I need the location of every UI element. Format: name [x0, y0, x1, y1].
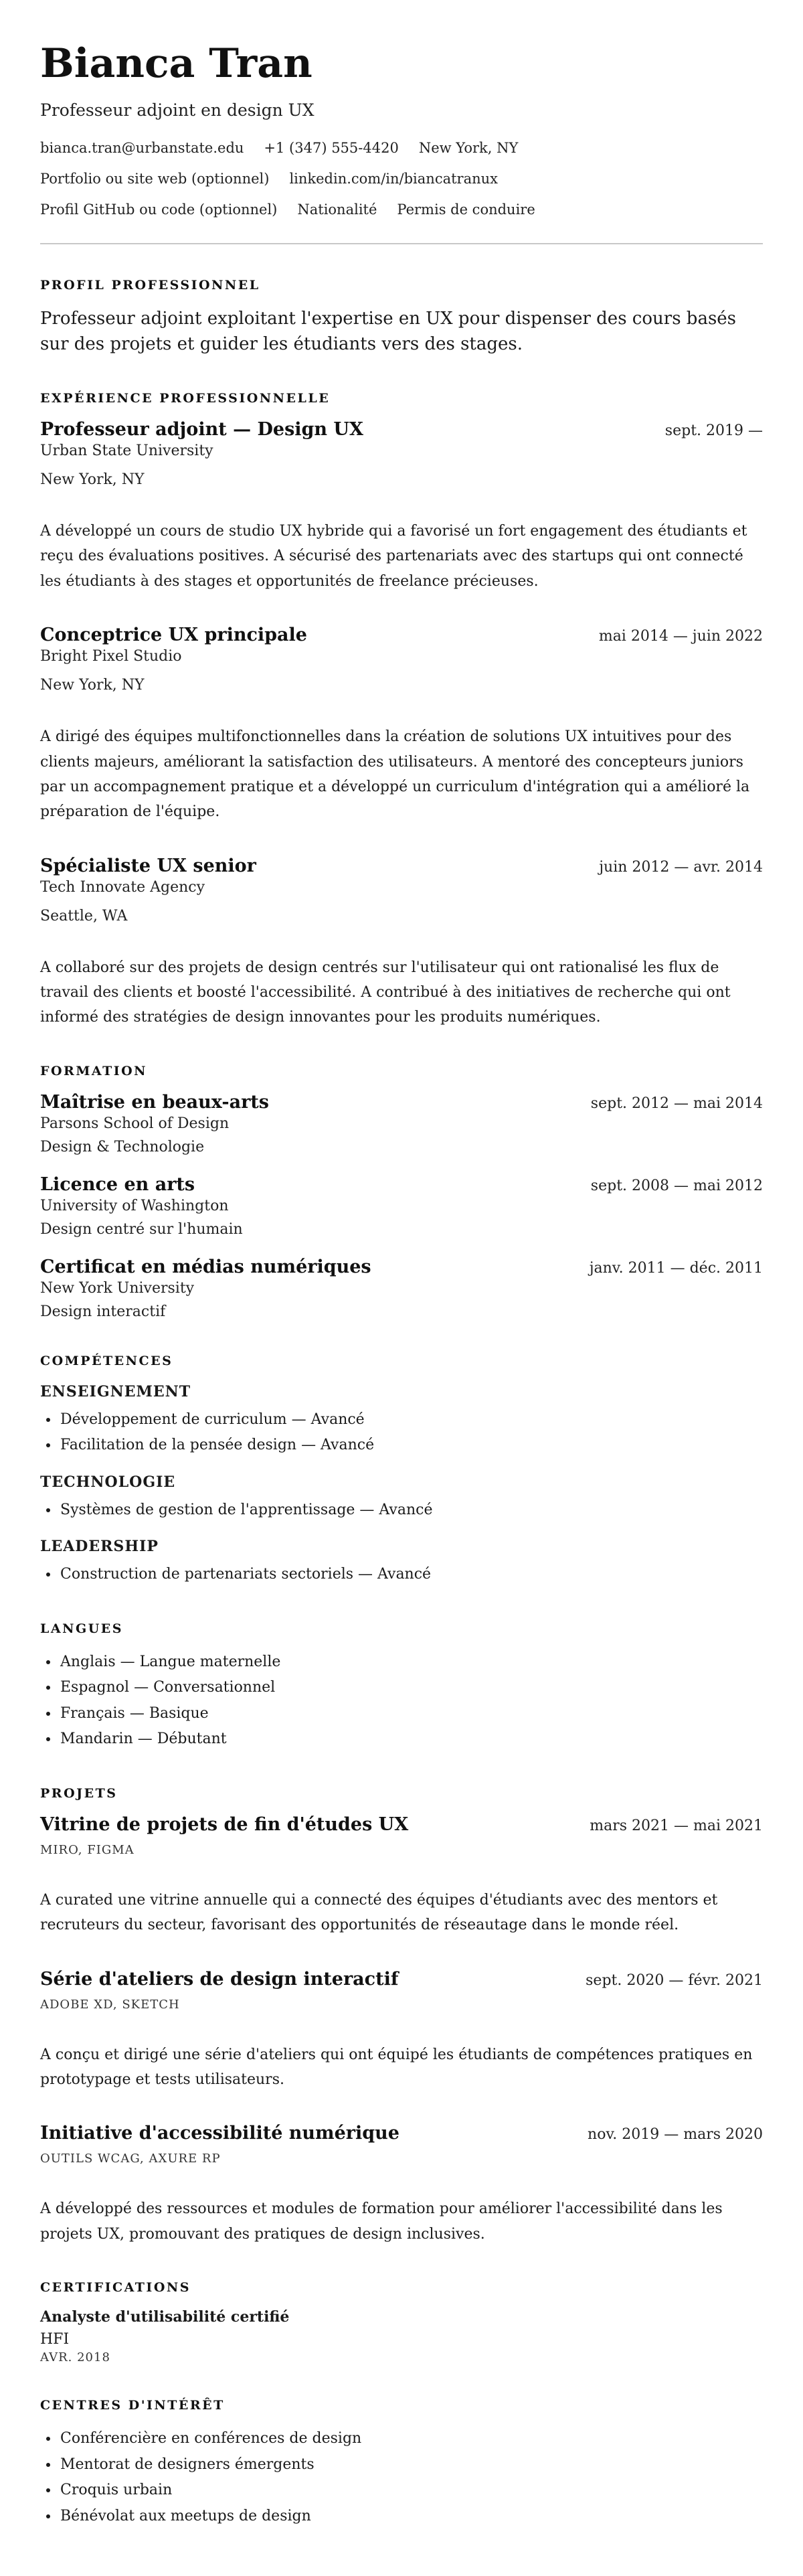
skills-section: [40, 1354, 763, 1588]
education-entry: [40, 1174, 763, 1238]
contact-row-1: [40, 140, 763, 156]
project-description: A conçu et dirigé une série d'ateliers qui ont équipé les étudiants de compétences pratiques en prototypage et tests utilisateurs.: [40, 2046, 753, 2089]
interest-item: • Conférencière en conférences de design: [59, 2426, 763, 2452]
email-link[interactable]: bianca.tran@urbanstate.edu: [40, 140, 244, 156]
experience-section: [40, 391, 763, 1030]
github-link[interactable]: Profil GitHub ou code (optionnel): [40, 202, 278, 218]
contact-row-3: [40, 202, 763, 218]
skill-item: • Systèmes de gestion de l'apprentissage — Avancé: [59, 1498, 763, 1524]
phone-number[interactable]: +1 (347) 555-4420: [264, 140, 399, 156]
skill-item: • Développement de curriculum — Avancé: [59, 1407, 763, 1433]
company-name: Tech Innovate Agency: [40, 878, 205, 896]
project-entry: [40, 2123, 763, 2247]
language-item: • Anglais — Langue maternelle: [59, 1649, 763, 1676]
company-name: Urban State University: [40, 442, 213, 459]
portfolio-link[interactable]: Portfolio ou site web (optionnel): [40, 171, 270, 187]
job-dates: sept. 2019 —: [664, 422, 763, 439]
project-dates: nov. 2019 — mars 2020: [588, 2126, 763, 2144]
candidate-headline: Professeur adjoint en design UX: [40, 100, 315, 120]
section-title: PROFIL PROFESSIONNEL: [40, 278, 260, 293]
degree-title: Licence en arts: [40, 1174, 195, 1195]
project-description: A développé des ressources et modules de formation pour améliorer l'accessibilité dans les projets UX, promouvant des pratiques de design inclusives.: [40, 2200, 723, 2243]
degree-dates: sept. 2012 — mai 2014: [590, 1095, 763, 1112]
language-item: • Espagnol — Conversationnel: [59, 1675, 763, 1701]
interest-item: • Croquis urbain: [59, 2478, 763, 2504]
education-entry: [40, 1092, 763, 1155]
certification-issuer: HFI: [40, 2331, 70, 2348]
section-title: LANGUES: [40, 1621, 123, 1636]
project-description: A curated une vitrine annuelle qui a connecté des équipes d'étudiants avec des mentors et recruteurs du secteur, favorisant des opportunités de réseautage dans le monde réel.: [40, 1891, 718, 1934]
field-of-study: Design interactif: [40, 1303, 166, 1320]
section-title: COMPÉTENCES: [40, 1353, 173, 1368]
job-description: A collaboré sur des projets de design centrés sur l'utilisateur qui ont rationalisé les flux de travail des clients et boosté l'accessibilité. A contribué à des initiatives de recherche qui ont informé des stratégies de design innovantes pour les produits numériques.: [40, 959, 731, 1026]
degree-dates: sept. 2008 — mai 2012: [590, 1177, 763, 1194]
field-of-study: Design centré sur l'humain: [40, 1220, 243, 1238]
candidate-name: Bianca Tran: [40, 40, 313, 87]
section-title: EXPÉRIENCE PROFESSIONNELLE: [40, 390, 331, 406]
experience-entry: [40, 856, 763, 1030]
language-list: [40, 1649, 763, 1753]
experience-entry: [40, 625, 763, 825]
resume-page: [40, 0, 763, 2556]
certifications-section: [40, 2280, 763, 2364]
job-description: A dirigé des équipes multifonctionnelles dans la création de solutions UX intuitives pour des clients majeurs, améliorant la satisfaction des utilisateurs. A mentoré des concepteurs juniors par un accompagnement pratique et a développé un curriculum d'intégration qui a amélioré la préparation de l'équipe.: [40, 728, 750, 821]
skill-category-title: TECHNOLOGIE: [40, 1473, 176, 1491]
location: New York, NY: [418, 140, 519, 156]
job-location: New York, NY: [40, 471, 145, 488]
degree-title: Maîtrise en beaux-arts: [40, 1091, 269, 1113]
education-entry: [40, 1257, 763, 1320]
resume-header: [40, 42, 763, 218]
job-title: Professeur adjoint — Design UX: [40, 418, 363, 440]
project-tools: MIRO, FIGMA: [40, 1842, 135, 1857]
section-title: FORMATION: [40, 1063, 148, 1078]
experience-entry: [40, 419, 763, 594]
skill-item: • Facilitation de la pensée design — Avancé: [59, 1433, 763, 1459]
job-title: Conceptrice UX principale: [40, 625, 307, 646]
certification-entry: [40, 2308, 763, 2364]
contact-row-2: [40, 171, 763, 187]
job-dates: juin 2012 — avr. 2014: [599, 858, 763, 876]
degree-title: Certificat en médias numériques: [40, 1256, 371, 1277]
skill-list: [40, 1498, 763, 1524]
project-tools: OUTILS WCAG, AXURE RP: [40, 2152, 221, 2166]
profile-section: [40, 278, 763, 357]
school-name: New York University: [40, 1279, 195, 1297]
project-tools: ADOBE XD, SKETCH: [40, 1997, 180, 2012]
field-of-study: Design & Technologie: [40, 1138, 205, 1155]
skill-list: [40, 1407, 763, 1459]
projects-section: [40, 1786, 763, 2247]
skill-list: [40, 1562, 763, 1588]
job-location: New York, NY: [40, 677, 145, 694]
certification-name: Analyste d'utilisabilité certifié: [40, 2308, 290, 2326]
company-name: Bright Pixel Studio: [40, 648, 182, 665]
profile-summary: Professeur adjoint exploitant l'expertise en UX pour dispenser des cours basés sur des projets et guider les étudiants vers des stages.: [40, 309, 737, 355]
school-name: University of Washington: [40, 1197, 229, 1214]
certification-date: AVR. 2018: [40, 2350, 110, 2365]
job-title: Spécialiste UX senior: [40, 855, 256, 876]
skill-category-title: ENSEIGNEMENT: [40, 1382, 191, 1400]
project-dates: sept. 2020 — févr. 2021: [586, 1971, 763, 1989]
project-dates: mars 2021 — mai 2021: [590, 1817, 763, 1834]
skill-item: • Construction de partenariats sectoriels — Avancé: [59, 1562, 763, 1588]
job-location: Seattle, WA: [40, 907, 128, 924]
job-dates: mai 2014 — juin 2022: [598, 628, 763, 645]
project-name: Initiative d'accessibilité numérique: [40, 2123, 399, 2144]
job-description: A développé un cours de studio UX hybride qui a favorisé un fort engagement des étudiants et reçu des évaluations positives. A sécurisé des partenariats avec des startups qui ont connecté les étudiants à des stages et opportunités de freelance précieuses.: [40, 522, 747, 590]
project-name: Vitrine de projets de fin d'études UX: [40, 1814, 409, 1835]
project-entry: [40, 1814, 763, 1938]
language-item: • Français — Basique: [59, 1701, 763, 1727]
section-title: CENTRES D'INTÉRÊT: [40, 2398, 225, 2413]
project-entry: [40, 1969, 763, 2093]
education-section: [40, 1064, 763, 1320]
project-name: Série d'ateliers de design interactif: [40, 1968, 399, 1990]
degree-dates: janv. 2011 — déc. 2011: [589, 1259, 763, 1277]
school-name: Parsons School of Design: [40, 1115, 230, 1132]
interests-section: [40, 2398, 763, 2529]
driving-license: Permis de conduire: [397, 202, 535, 218]
nationality: Nationalité: [297, 202, 377, 218]
interest-item: • Mentorat de designers émergents: [59, 2452, 763, 2478]
linkedin-link[interactable]: linkedin.com/in/biancatranux: [289, 171, 498, 187]
interest-list: [40, 2426, 763, 2529]
section-title: PROJETS: [40, 1785, 118, 1801]
language-item: • Mandarin — Débutant: [59, 1726, 763, 1753]
interest-item: • Bénévolat aux meetups de design: [59, 2504, 763, 2530]
header-divider: [40, 243, 763, 244]
section-title: CERTIFICATIONS: [40, 2280, 191, 2296]
languages-section: [40, 1621, 763, 1753]
skill-category-title: LEADERSHIP: [40, 1538, 159, 1556]
